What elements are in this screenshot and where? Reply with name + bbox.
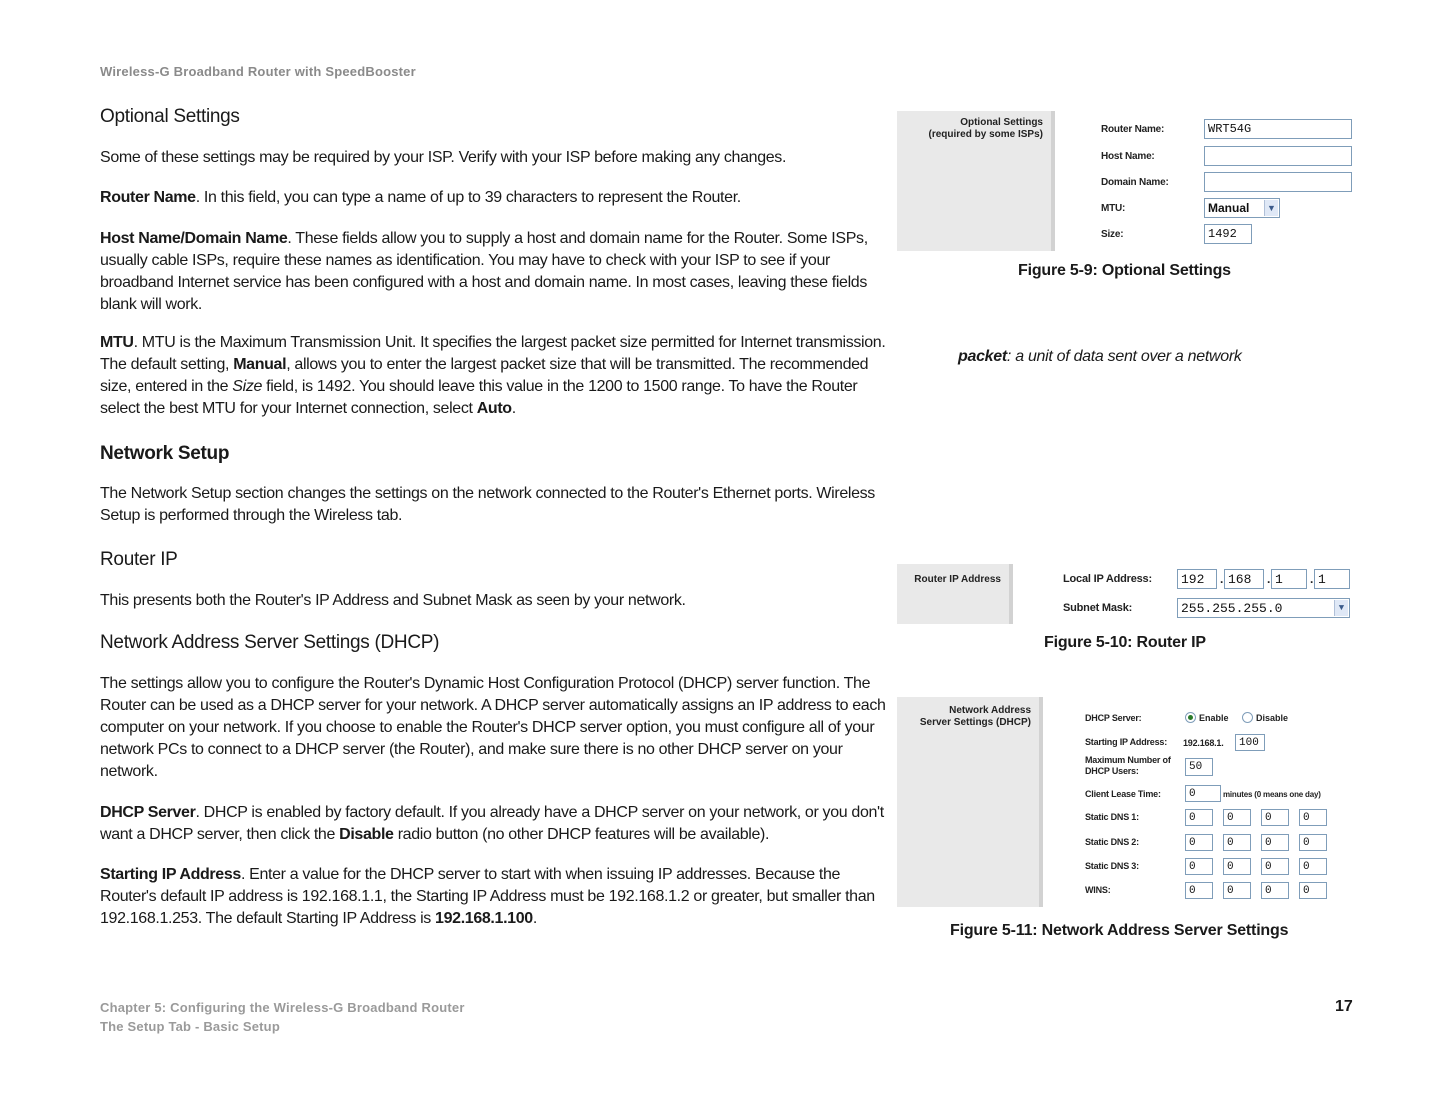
router-name-input[interactable]: WRT54G (1204, 119, 1352, 139)
dhcp-intro-paragraph: The settings allow you to configure the Router's Dynamic Host Configuration Protocol (DHCP) server function. The Router can be used as a DHCP server for your network. A DHCP server automatically assigns an IP address to each computer on your network. If you choose to enable the Router's DHCP server option, you must configure all of your network PCs to connect to a DHCP server (the Router), and make sure there is no other DHCP server on your network. (100, 675, 886, 780)
starting-ip-term: Starting IP Address (100, 866, 241, 883)
dns1-octet-1[interactable]: 0 (1185, 809, 1213, 826)
dns1-octet-2[interactable]: 0 (1223, 809, 1251, 826)
side-label: Router IP Address (914, 574, 1001, 585)
size-label: Size: (1101, 229, 1124, 240)
domain-name-label: Domain Name: (1101, 177, 1169, 188)
dns2-octet-2[interactable]: 0 (1223, 834, 1251, 851)
dns3-octet-4[interactable]: 0 (1299, 858, 1327, 875)
starting-ip-paragraph: Starting IP Address. Enter a value for the DHCP server to start with when issuing IP addresses. Because the Router's default IP address is 192.168.1.1, the Starting IP Address must be 192.168.1.2 or greater, but smaller than 192.168.1.253. The default Starting IP Address is 192.168.1.100. (100, 866, 875, 927)
static-dns-1-label: Static DNS 1: (1085, 812, 1139, 822)
glossary-note: packet: a unit of data sent over a network (958, 348, 1242, 365)
side-label: Optional Settings (required by some ISPs) (928, 117, 1043, 140)
figure-router-ip (897, 564, 1357, 624)
static-dns-3-label: Static DNS 3: (1085, 861, 1139, 871)
heading-optional-settings: Optional Settings (100, 106, 240, 127)
ip-octet-4[interactable]: 1 (1314, 569, 1350, 589)
max-users-input[interactable]: 50 (1185, 758, 1213, 776)
enable-label: Enable (1199, 713, 1229, 723)
disable-label: Disable (1256, 713, 1289, 723)
chevron-down-icon: ▼ (1334, 600, 1348, 616)
host-domain-paragraph: Host Name/Domain Name. These fields allow you to supply a host and domain name for the Router. Some ISPs, usually cable ISPs, require these names as identification. You may have to check with your ISP to see if your broadband Internet service has been configured with a host and domain name. In most cases, leaving these fields blank will work. (100, 230, 868, 313)
host-name-label: Host Name: (1101, 151, 1155, 162)
size-input[interactable]: 1492 (1204, 224, 1252, 244)
figure-optional-settings (897, 111, 1357, 251)
footer (100, 998, 465, 1036)
octet-separator: . (1220, 572, 1224, 586)
dns3-octet-3[interactable]: 0 (1261, 858, 1289, 875)
heading-dhcp: Network Address Server Settings (DHCP) (100, 632, 440, 653)
router-name-term: Router Name (100, 189, 196, 206)
lease-time-input[interactable]: 0 (1185, 785, 1221, 802)
static-dns-2-label: Static DNS 2: (1085, 837, 1139, 847)
dns2-octet-1[interactable]: 0 (1185, 834, 1213, 851)
dns1-octet-3[interactable]: 0 (1261, 809, 1289, 826)
router-name-paragraph: Router Name. In this field, you can type a name of up to 39 characters to represent the Router. (100, 189, 741, 206)
dns3-octet-2[interactable]: 0 (1223, 858, 1251, 875)
wins-octet-3[interactable]: 0 (1261, 882, 1289, 899)
figure-dhcp-settings (897, 697, 1357, 907)
host-name-input[interactable] (1204, 146, 1352, 166)
mtu-paragraph: MTU. MTU is the Maximum Transmission Unit. It specifies the largest packet size permitted for Internet transmission. The default setting, Manual, allows you to enter the largest packet size that will be transmitted. The recommended size, entered in the Size field, is 1492. You should leave this value in the 1200 to 1500 range. To have the Router select the best MTU for your Internet connection, select Auto. (100, 334, 886, 417)
side-label: Network Address Server Settings (DHCP) (919, 705, 1031, 728)
heading-network-setup: Network Setup (100, 443, 230, 464)
disable-radio[interactable] (1242, 712, 1253, 723)
router-ip-paragraph: This presents both the Router's IP Address and Subnet Mask as seen by your network. (100, 592, 686, 609)
running-header: Wireless-G Broadband Router with SpeedBooster (100, 64, 416, 79)
dns1-octet-4[interactable]: 0 (1299, 809, 1327, 826)
dns2-octet-3[interactable]: 0 (1261, 834, 1289, 851)
footer-section: The Setup Tab - Basic Setup (100, 1019, 280, 1034)
octet-separator: . (1267, 572, 1271, 586)
dhcp-server-paragraph: DHCP Server. DHCP is enabled by factory default. If you already have a DHCP server on your network, or you don't want a DHCP server, then click the Disable radio button (no other DHCP features will be available). (100, 804, 884, 843)
footer-chapter: Chapter 5: Configuring the Wireless-G Broadband Router (100, 1000, 465, 1015)
mtu-label: MTU: (1101, 203, 1126, 214)
domain-name-input[interactable] (1204, 172, 1352, 192)
dns2-octet-4[interactable]: 0 (1299, 834, 1327, 851)
host-domain-term: Host Name/Domain Name (100, 230, 288, 247)
ip-octet-1[interactable]: 192 (1177, 569, 1217, 589)
subnet-mask-select[interactable]: 255.255.255.0 ▼ (1177, 598, 1350, 618)
starting-ip-input[interactable]: 100 (1235, 734, 1265, 751)
mtu-select[interactable]: Manual ▼ (1204, 198, 1280, 218)
page-number: 17 (1335, 998, 1353, 1015)
dhcp-server-label: DHCP Server: (1085, 713, 1142, 723)
max-users-label: Maximum Number of DHCP Users: (1085, 755, 1171, 776)
lease-time-label: Client Lease Time: (1085, 789, 1161, 799)
wins-octet-4[interactable]: 0 (1299, 882, 1327, 899)
figure-side-panel (897, 697, 1043, 907)
enable-radio[interactable] (1185, 712, 1196, 723)
figure-5-10-caption: Figure 5-10: Router IP (1044, 634, 1206, 651)
figure-side-panel (897, 564, 1013, 624)
ip-octet-2[interactable]: 168 (1224, 569, 1264, 589)
figure-side-panel (897, 111, 1055, 251)
figure-5-9-caption: Figure 5-9: Optional Settings (1018, 262, 1231, 279)
router-name-label: Router Name: (1101, 124, 1165, 135)
dhcp-server-term: DHCP Server (100, 804, 196, 821)
wins-octet-1[interactable]: 0 (1185, 882, 1213, 899)
network-setup-paragraph: The Network Setup section changes the settings on the network connected to the Router's Ethernet ports. Wireless Setup is performed through the Wireless tab. (100, 485, 875, 524)
wins-octet-2[interactable]: 0 (1223, 882, 1251, 899)
local-ip-label: Local IP Address: (1063, 573, 1152, 585)
ip-octet-3[interactable]: 1 (1271, 569, 1307, 589)
subnet-mask-label: Subnet Mask: (1063, 602, 1133, 614)
optional-intro: Some of these settings may be required by your ISP. Verify with your ISP before making any changes. (100, 149, 787, 166)
starting-ip-prefix: 192.168.1. (1183, 738, 1224, 748)
wins-label: WINS: (1085, 885, 1111, 895)
octet-separator: . (1310, 572, 1314, 586)
heading-router-ip: Router IP (100, 549, 178, 570)
starting-ip-label: Starting IP Address: (1085, 737, 1168, 747)
figure-5-11-caption: Figure 5-11: Network Address Server Settings (950, 922, 1289, 939)
mtu-term: MTU (100, 334, 134, 351)
lease-time-hint: minutes (0 means one day) (1223, 790, 1321, 799)
dns3-octet-1[interactable]: 0 (1185, 858, 1213, 875)
glossary-term: packet (958, 348, 1007, 365)
chevron-down-icon: ▼ (1264, 200, 1278, 216)
